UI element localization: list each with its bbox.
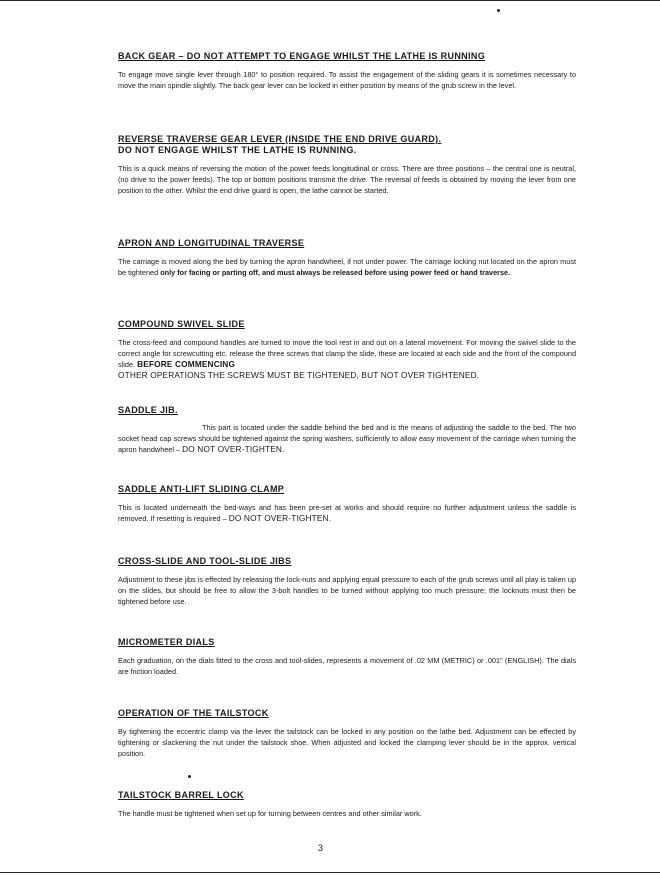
section-back-gear — [118, 51, 576, 91]
page-number: 3 — [318, 843, 324, 853]
body-text: This part is located under the saddle behind the bed and is the means of adjusting the saddle to the bed. The two socket head cap screws should be tightened against the spring washers, sufficiently to allow easy movement of the carriage when turning the apron handwheel – — [118, 423, 576, 454]
body-text: This is located underneath the bed-ways and has been pre-set at works and should require no further adjustment unless the saddle is removed. If resetting is required – — [118, 503, 576, 523]
scan-bottom-edge — [0, 872, 660, 873]
section-body: The handle must be tightened when set up for turning between centres and other similar work. — [118, 809, 422, 818]
section-compound-swivel — [118, 319, 576, 381]
section-body: By tightening the eccentric clamp via the lever the tailstock can be locked in any position on the lathe bed. Adjustment can be effected by tightening or slackening the nut under the tailstock shoe. When adjusted and locked the clamping lever should be in the approx. vertical position. — [118, 727, 576, 758]
section-tailstock-operation — [118, 708, 576, 759]
body-text: The carriage is moved along the bed by turning the apron handwheel, if not under power. The carriage locking nut located on the apron must be tightened — [118, 257, 576, 277]
section-barrel-lock — [118, 790, 576, 819]
section-heading: CROSS-SLIDE AND TOOL-SLIDE JIBS — [118, 556, 292, 566]
section-body: Each graduation, on the dials fitted to the cross and tool-slides, represents a movement of .02 MM (METRIC) or .001" (ENGLISH). The dials are friction loaded. — [118, 656, 576, 676]
section-heading: COMPOUND SWIVEL SLIDE — [118, 319, 245, 329]
section-heading: REVERSE TRAVERSE GEAR LEVER (INSIDE THE END DRIVE GUARD). — [118, 134, 442, 144]
body-emphasis: only for facing or parting off, and must always be released before using power feed or hand traverse. — [160, 268, 511, 277]
section-heading: MICROMETER DIALS — [118, 637, 215, 647]
section-body — [118, 422, 576, 455]
section-subheading: DO NOT ENGAGE WHILST THE LATHE IS RUNNING. — [118, 145, 357, 155]
section-body: To engage move single lever through 180° to position required. To assist the engagement of the sliding gears it is sometimes necessary to move the main spindle slightly. The back gear lever can be locked in either position by means of the grub screw in the level. — [118, 70, 576, 90]
section-micrometer-dials — [118, 637, 576, 677]
scan-speck — [497, 9, 500, 12]
section-heading: APRON AND LONGITUDINAL TRAVERSE — [118, 238, 305, 248]
section-body: This is a quick means of reversing the motion of the power feeds longitudinal or cross. There are three positions – the central one is neutral, (no drive to the power feeds). The top or bottom positions transmit the drive. The reversal of feeds is obtained by moving the lever from one position to the other. Whilst the end drive guard is open, the lathe cannot be started. — [118, 164, 576, 195]
section-saddle-jib — [118, 405, 576, 455]
section-heading: SADDLE ANTI-LIFT SLIDING CLAMP — [118, 484, 285, 494]
body-text: The cross-feed and compound handles are turned to move the tool rest in and out on a lateral movement. For moving the swivel slide to the correct angle for screwcutting etc. release the three screws that clamp the slide, these are located at each side and the front of the compound slide. — [118, 338, 576, 369]
body-emphasis: DO NOT OVER-TIGHTEN. — [182, 444, 285, 454]
scan-top-edge — [0, 0, 660, 1]
section-heading: SADDLE JIB. — [118, 405, 178, 415]
section-body — [118, 256, 576, 278]
section-body — [118, 502, 576, 524]
section-reverse-traverse — [118, 134, 576, 196]
section-body — [118, 337, 576, 381]
body-emphasis: DO NOT OVER-TIGHTEN. — [228, 513, 332, 523]
section-heading: BACK GEAR – DO NOT ATTEMPT TO ENGAGE WHILST THE LATHE IS RUNNING — [118, 51, 486, 61]
scan-speck — [188, 775, 191, 778]
body-emphasis: BEFORE COMMENCING — [137, 359, 236, 369]
section-heading: OPERATION OF THE TAILSTOCK — [118, 708, 269, 718]
section-apron — [118, 238, 576, 278]
section-body: Adjustment to these jibs is effected by releasing the lock-nuts and applying equal pressure to each of the grub screws until all play is taken up on the slides, but should be free to allow the 3-bolt handles to be turned without applying too much pressure; the locknuts must then be tightened before use. — [118, 575, 576, 606]
section-anti-lift-clamp — [118, 484, 576, 524]
body-emphasis: OTHER OPERATIONS THE SCREWS MUST BE TIGHTENED, BUT NOT OVER TIGHTENED. — [118, 370, 480, 380]
section-cross-slide-jibs — [118, 556, 576, 607]
section-heading: TAILSTOCK BARREL LOCK — [118, 790, 244, 800]
